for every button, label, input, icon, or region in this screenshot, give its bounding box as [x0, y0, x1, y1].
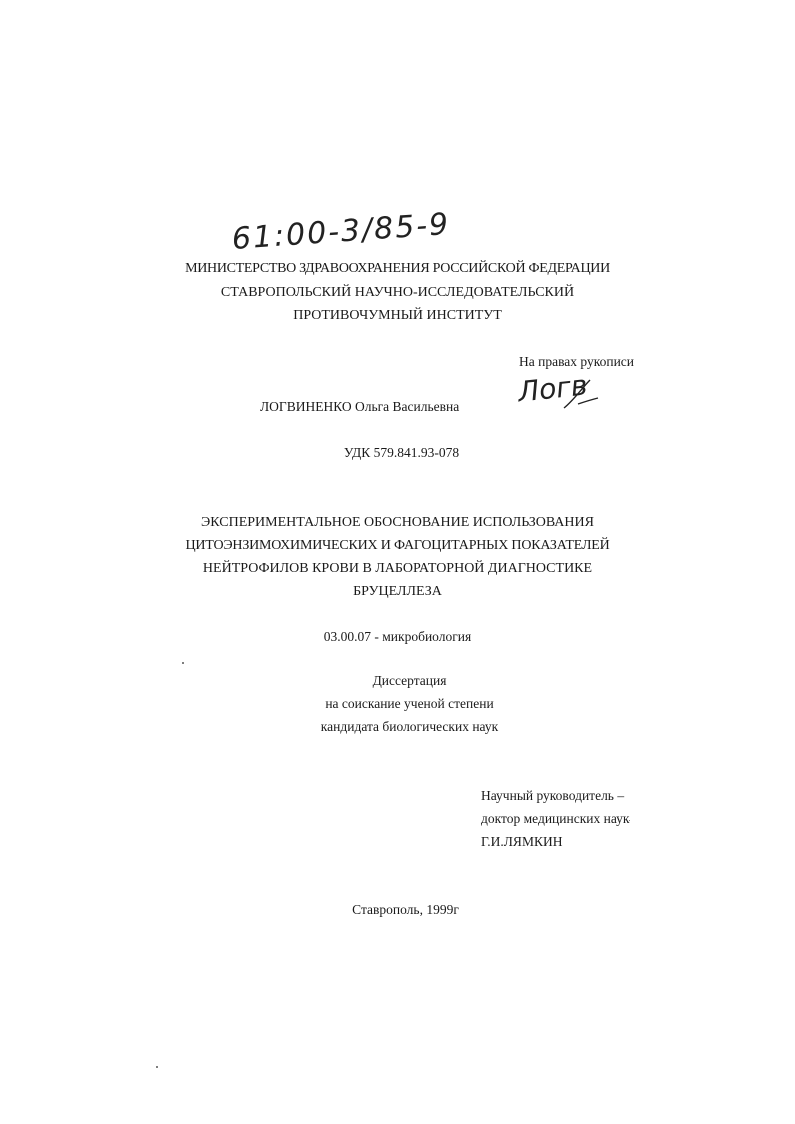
scan-speck — [629, 820, 630, 821]
supervisor-role: Научный руководитель – — [481, 788, 625, 803]
author-name: ЛОГВИНЕНКО Ольга Васильевна — [260, 399, 460, 414]
specialty: 03.00.07 - микробиология — [323, 629, 472, 644]
degree-name: кандидата биологических наук — [320, 719, 499, 734]
dissertation-label: Диссертация — [372, 673, 447, 688]
rights-note: На правах рукописи — [519, 354, 635, 369]
udk-code: УДК 579.841.93-078 — [343, 445, 460, 460]
scan-speck — [156, 1066, 158, 1068]
title-line-4: БРУЦЕЛЛЕЗА — [353, 584, 442, 599]
ministry-heading: МИНИСТЕРСТВО ЗДРАВООХРАНЕНИЯ РОССИЙСКОЙ ФЕДЕРАЦИИ — [185, 261, 610, 276]
institute-heading-line1: СТАВРОПОЛЬСКИЙ НАУЧНО-ИССЛЕДОВАТЕЛЬСКИЙ — [220, 285, 575, 300]
title-line-3: НЕЙТРОФИЛОВ КРОВИ В ЛАБОРАТОРНОЙ ДИАГНОСТИКЕ — [202, 561, 593, 576]
title-line-2: ЦИТОЭНЗИМОХИМИЧЕСКИХ И ФАГОЦИТАРНЫХ ПОКАЗАТЕЛЕЙ — [185, 538, 610, 553]
scan-speck — [182, 662, 184, 664]
institute-heading-line2: ПРОТИВОЧУМНЫЙ ИНСТИТУТ — [293, 308, 502, 323]
degree-purpose: на соискание ученой степени — [325, 696, 494, 711]
author-signature: Логв — [516, 368, 589, 409]
title-line-1: ЭКСПЕРИМЕНТАЛЬНОЕ ОБОСНОВАНИЕ ИСПОЛЬЗОВАНИЯ — [201, 515, 594, 530]
archive-code-handwritten: 61:00-3/85-9 — [230, 206, 452, 257]
city-year: Ставрополь, 1999г — [352, 902, 459, 917]
supervisor-name: Г.И.ЛЯМКИН — [481, 834, 563, 849]
supervisor-degree: доктор медицинских наук — [481, 811, 630, 826]
signature-flourish — [560, 378, 600, 414]
